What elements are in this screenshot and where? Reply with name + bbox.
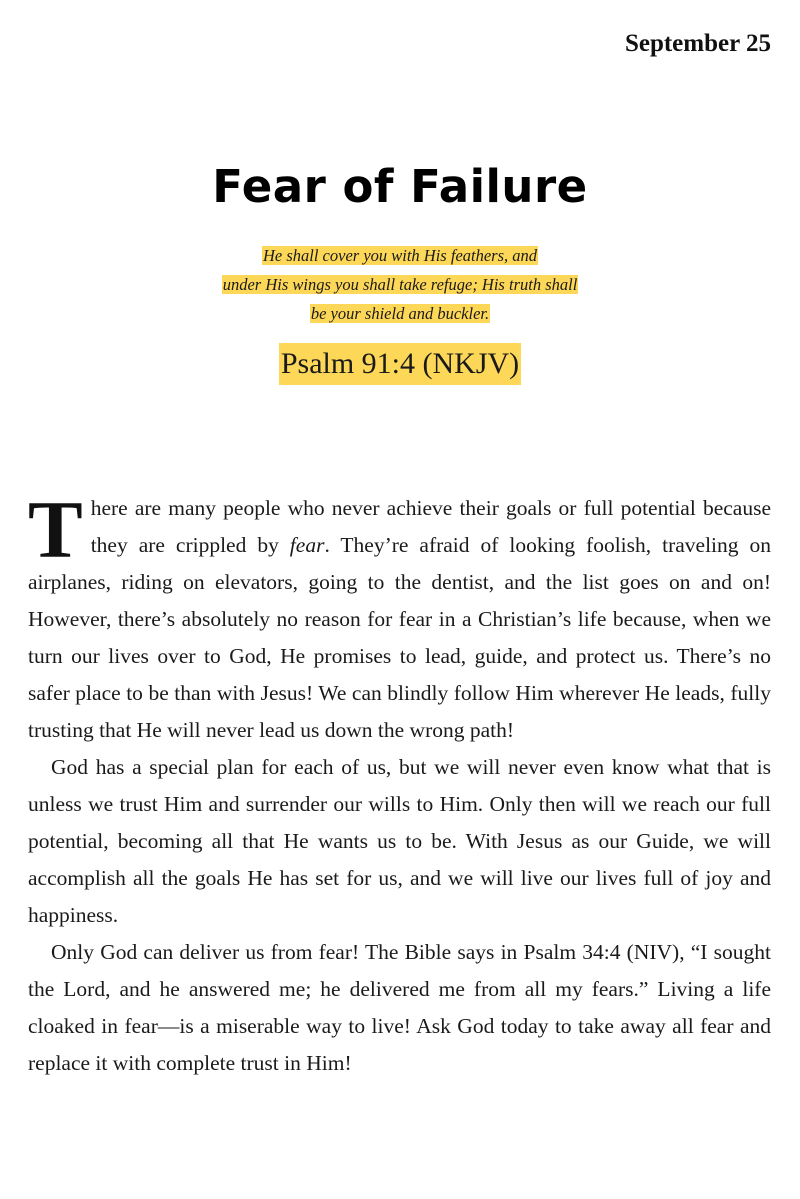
devotional-body bbox=[28, 484, 772, 1082]
verse-reference: Psalm 91:4 (NKJV) bbox=[279, 343, 521, 385]
paragraph-2: God has a special plan for each of us, but we will never even know what that is unless we trust Him and surrender our wills to Him. Only then will we reach our full potential, becoming all that He wants us to be. With Jesus as our Guide, we will accomplish all the goals He has set for us, and we will live our lives full of joy and happiness. bbox=[28, 755, 771, 927]
paragraph-1 bbox=[28, 484, 772, 749]
paragraph-1-text-b: . They’re afraid of looking foolish, traveling on airplanes, riding on elevators, going to the dentist, and the list goes on and on! However, there’s absolutely no reason for fear in a Christian’s life because, when we turn our lives over to God, He promises to lead, guide, and protect us. There’s no safer place to be than with Jesus! We can blindly follow Him wherever He leads, fully trusting that He will never lead us down the wrong path! bbox=[28, 533, 772, 742]
verse-reference-wrap bbox=[0, 343, 800, 385]
devotional-title: Fear of Failure bbox=[212, 160, 588, 213]
verse-line-3: be your shield and buckler. bbox=[310, 304, 490, 323]
drop-cap: T bbox=[28, 484, 83, 575]
paragraph-1-text-a: here are many people who never achieve their goals or full potential because they are crippled by bbox=[90, 496, 771, 557]
paragraph-3: Only God can deliver us from fear! The Bible says in Psalm 34:4 (NIV), “I sought the Lord, and he answered me; he delivered me from all my fears.” Living a life cloaked in fear—is a miserable way to live! Ask God today to take away all fear and replace it with complete trust in Him! bbox=[28, 940, 771, 1075]
paragraph-1-emphasis: fear bbox=[289, 533, 325, 557]
verse-line-1: He shall cover you with His feathers, and bbox=[262, 246, 538, 265]
verse-quote bbox=[0, 241, 800, 328]
verse-line-2: under His wings you shall take refuge; His truth shall bbox=[222, 275, 578, 294]
page-date: September 25 bbox=[624, 30, 771, 57]
